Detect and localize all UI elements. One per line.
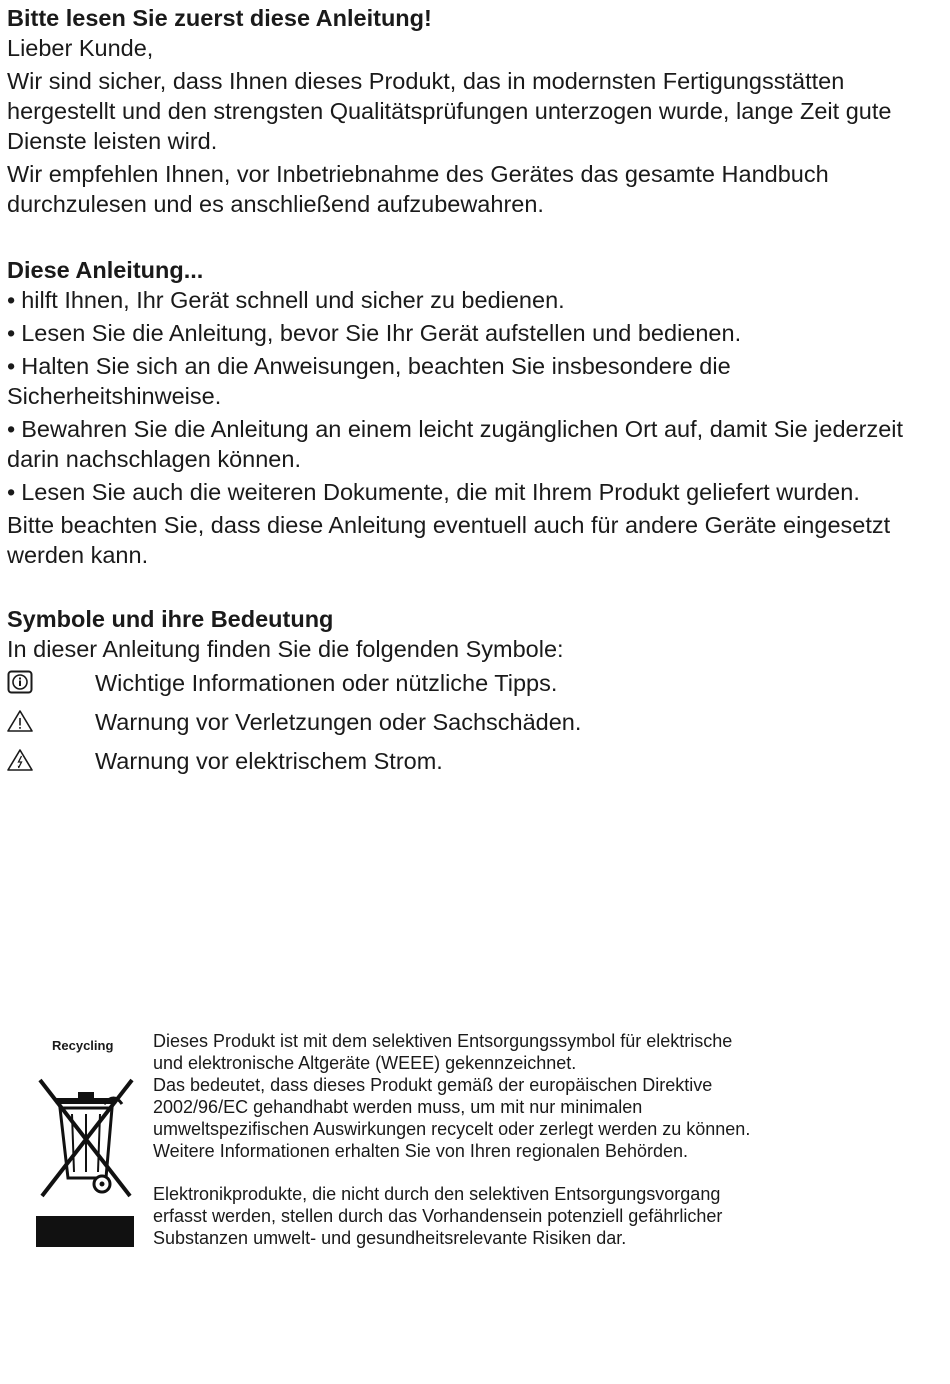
symbols-heading: Symbole und ihre Bedeutung xyxy=(7,606,334,632)
recycling-line: erfasst werden, stellen durch das Vorhandensein potenziell gefährlicher xyxy=(153,1206,723,1226)
intro-paragraph-2: Wir empfehlen Ihnen, vor Inbetriebnahme des Gerätes das gesamte Handbuch durchzulesen und es anschließend aufzubewahren. xyxy=(7,161,829,217)
bullet-item: • Lesen Sie auch die weiteren Dokumente, die mit Ihrem Produkt geliefert wurden. xyxy=(7,479,860,505)
bullet-text: Lesen Sie auch die weiteren Dokumente, die mit Ihrem Produkt geliefert wurden. xyxy=(21,479,860,505)
info-icon xyxy=(7,670,33,694)
symbol-row-warning xyxy=(7,703,907,742)
bullet-text: hilft Ihnen, Ihr Gerät schnell und sicher zu bedienen. xyxy=(21,287,565,313)
recycling-line: 2002/96/EC gehandhabt werden muss, um mit nur minimalen xyxy=(153,1097,643,1117)
bullet-item: • hilft Ihnen, Ihr Gerät schnell und sicher zu bedienen. xyxy=(7,287,565,313)
symbol-row-info xyxy=(7,664,907,703)
symbol-description: Warnung vor elektrischem Strom. xyxy=(95,748,443,774)
bullet-item: • Halten Sie sich an die Anweisungen, beachten Sie insbesondere die Sicherheitshinweise. xyxy=(7,353,731,409)
recycling-line: Das bedeutet, dass dieses Produkt gemäß der europäischen Direktive xyxy=(153,1075,713,1095)
recycling-line: Weitere Informationen erhalten Sie von Ihren regionalen Behörden. xyxy=(153,1141,689,1161)
bullet-item: • Bewahren Sie die Anleitung an einem leicht zugänglichen Ort auf, damit Sie jederzeit darin nachschlagen können. xyxy=(7,416,904,472)
crossed-out-wheelie-bin-icon xyxy=(36,1074,136,1198)
bullet-text: Bewahren Sie die Anleitung an einem leicht zugänglichen Ort auf, damit Sie jederzeit darin nachschlagen können. xyxy=(7,416,904,472)
symbol-description: Warnung vor Verletzungen oder Sachschäden. xyxy=(95,709,582,735)
recycling-line: Substanzen umwelt- und gesundheitsrelevante Risiken dar. xyxy=(153,1228,627,1248)
bullet-text: Halten Sie sich an die Anweisungen, beachten Sie insbesondere die Sicherheitshinweise. xyxy=(7,353,731,409)
instructions-note: Bitte beachten Sie, dass diese Anleitung eventuell auch für andere Geräte eingesetzt werden kann. xyxy=(7,512,891,568)
instructions-heading: Diese Anleitung... xyxy=(7,257,204,283)
intro-paragraph-1: Wir sind sicher, dass Ihnen dieses Produkt, das in modernsten Fertigungsstätten hergestellt und den strengsten Qualitätsprüfungen unterzogen wurde, lange Zeit gute Dienste leisten wird. xyxy=(7,68,892,154)
salutation: Lieber Kunde, xyxy=(7,35,154,61)
bullet-item: • Lesen Sie die Anleitung, bevor Sie Ihr Gerät aufstellen und bedienen. xyxy=(7,320,742,346)
recycling-label: Recycling xyxy=(52,1038,114,1053)
page-title: Bitte lesen Sie zuerst diese Anleitung! xyxy=(7,5,432,31)
manual-page xyxy=(7,3,907,781)
recycling-line: und elektronische Altgeräte (WEEE) gekennzeichnet. xyxy=(153,1053,577,1073)
symbol-description: Wichtige Informationen oder nützliche Tipps. xyxy=(95,670,558,696)
recycling-line: Elektronikprodukte, die nicht durch den selektiven Entsorgungsvorgang xyxy=(153,1184,721,1204)
marking-bar xyxy=(36,1216,134,1247)
symbol-row-electric xyxy=(7,742,907,781)
recycling-line: Dieses Produkt ist mit dem selektiven Entsorgungssymbol für elektrische xyxy=(153,1031,733,1051)
bullet-text: Lesen Sie die Anleitung, bevor Sie Ihr Gerät aufstellen und bedienen. xyxy=(21,320,742,346)
symbols-intro: In dieser Anleitung finden Sie die folgenden Symbole: xyxy=(7,636,564,662)
electric-warning-icon xyxy=(7,748,33,772)
recycling-text xyxy=(153,1030,853,1249)
warning-triangle-icon xyxy=(7,709,33,733)
recycling-line: umweltspezifischen Auswirkungen recycelt oder zerlegt werden zu können. xyxy=(153,1119,751,1139)
